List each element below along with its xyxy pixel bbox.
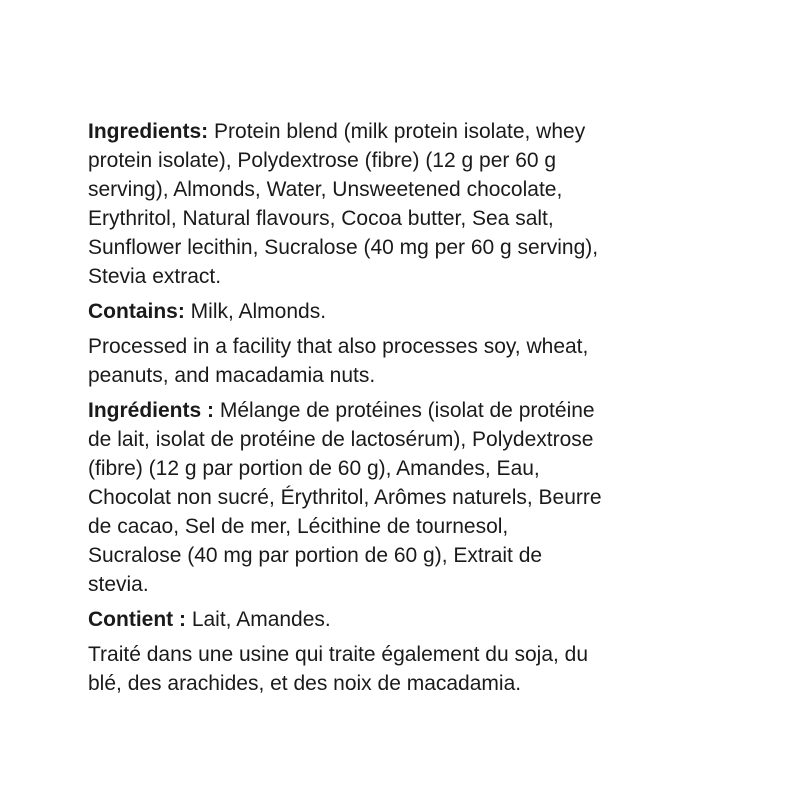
english-contains-heading: Contains: (88, 300, 185, 323)
french-contains-text: Lait, Amandes. (185, 608, 331, 631)
english-ingredients-heading: Ingredients: (88, 120, 209, 143)
french-ingredients-paragraph (88, 396, 720, 599)
english-ingredients-paragraph (88, 117, 720, 291)
french-facility-statement: Traité dans une usine qui traite également du soja, du blé, des arachides, et des noix de macadamia. (88, 643, 589, 695)
english-facility-statement: Processed in a facility that also processes soy, wheat, peanuts, and macadamia nuts. (88, 335, 589, 387)
english-contains-text: Milk, Almonds. (184, 300, 327, 323)
ingredient-label (88, 117, 720, 704)
french-contains-heading: Contient : (88, 608, 186, 631)
english-ingredients-text: Protein blend (milk protein isolate, whey protein isolate), Polydextrose (fibre) (12 g per 60 g serving), Almonds, Water, Unsweetened chocolate, Erythritol, Natural flavours, Cocoa butter, Sea salt, Sunflower lecithin, Sucralose (40 mg per 60 g serving), Stevia extract. (88, 120, 599, 288)
english-contains-paragraph (88, 297, 720, 326)
french-ingredients-heading: Ingrédients : (88, 399, 215, 422)
french-contains-paragraph (88, 605, 720, 634)
french-ingredients-text: Mélange de protéines (isolat de protéine de lait, isolat de protéine de lactosérum), Polydextrose (fibre) (12 g par portion de 60 g), Amandes, Eau, Chocolat non sucré, Érythritol, Arômes naturels, Beurre de cacao, Sel de mer, Lécithine de tournesol, Sucralose (40 mg par portion de 60 g), Extrait de stevia. (88, 399, 602, 596)
